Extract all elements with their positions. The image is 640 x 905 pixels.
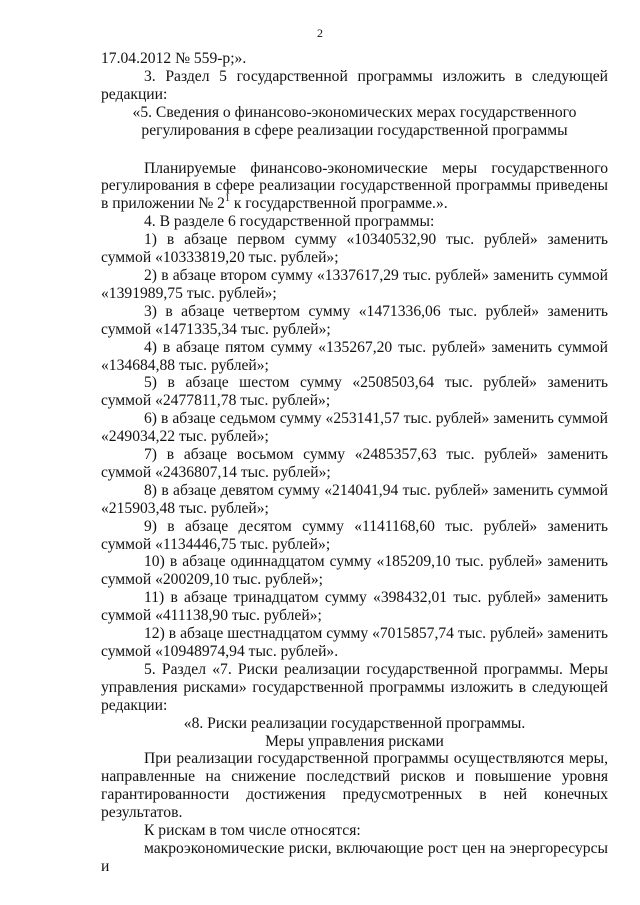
list-item: 2) в абзаце втором сумму «1337617,29 тыс. рублей» заменить суммой «1391989,75 тыс. рублей»; xyxy=(101,266,608,302)
paragraph-risks-include: К рискам в том числе относятся: xyxy=(144,822,361,840)
list-item: 7) в абзаце восьмом сумму «2485357,63 тыс. рублей» заменить суммой «2436807,14 тыс. рублей»; xyxy=(101,446,608,481)
document-body xyxy=(101,50,608,876)
paragraph-item-4: 4. В разделе 6 государственной программы: xyxy=(144,213,435,231)
paragraph-prev-ending: 17.04.2012 № 559-р;». xyxy=(101,50,247,67)
paragraph-item-3: 3. Раздел 5 государственной программы изложить в следующей редакции: xyxy=(101,67,608,103)
page-number: 2 xyxy=(317,26,323,40)
paragraph-planned-measures-text: Планируемые финансово-экономические меры государственного регулирования в сфере реализации государственной программы приведены в приложении № 2 xyxy=(101,159,608,213)
list-item: 5) в абзаце шестом сумму «2508503,64 тыс. рублей» заменить суммой «2477811,78 тыс. рублей»; xyxy=(101,374,608,410)
list-item: 1) в абзаце первом сумму «10340532,90 тыс. рублей» заменить суммой «10333819,20 тыс. рублей»; xyxy=(101,231,608,267)
section-5-heading-line-2: регулирования в сфере реализации государственной программы xyxy=(141,121,568,139)
list-item: 4) в абзаце пятом сумму «135267,20 тыс. рублей» заменить суммой «134684,88 тыс. рублей»; xyxy=(101,338,608,374)
paragraph-item-5: 5. Раздел «7. Риски реализации государственной программы. Меры управления рисками» государственной программы изложить в следующей редакции: xyxy=(101,660,608,714)
section-8-heading-line-2: Меры управления рисками xyxy=(265,732,444,750)
list-item: 3) в абзаце четвертом сумму «1471336,06 тыс. рублей» заменить суммой «1471335,34 тыс. рублей»; xyxy=(101,302,608,338)
section-8-heading-line-1: «8. Риски реализации государственной программы. xyxy=(183,714,526,732)
paragraph-macro-risks: макроэкономические риски, включающие рост цен на энергоресурсы и xyxy=(101,839,608,875)
list-item: 8) в абзаце девятом сумму «214041,94 тыс. рублей» заменить суммой «215903,48 тыс. рублей»; xyxy=(101,481,608,517)
list-item: 12) в абзаце шестнадцатом сумму «7015857,74 тыс. рублей» заменить суммой «10948974,94 тыс. рублей». xyxy=(101,625,608,660)
paragraph-planned-measures-tail: к государственной программе.». xyxy=(229,195,448,213)
paragraph-risk-measures: При реализации государственной программы осуществляются меры, направленные на снижение последствий рисков и повышение уровня гарантированности достижения предусмотренных в ней конечных результатов. xyxy=(101,750,608,822)
superscript: 1 xyxy=(224,193,230,205)
list-item: 11) в абзаце тринадцатом сумму «398432,01 тыс. рублей» заменить суммой «411138,90 тыс. рублей»; xyxy=(101,589,608,625)
paragraph-planned-measures xyxy=(101,160,608,214)
list-item: 10) в абзаце одиннадцатом сумму «185209,10 тыс. рублей» заменить суммой «200209,10 тыс. рублей»; xyxy=(101,553,608,589)
section-5-heading-line-1: «5. Сведения о финансово-экономических мерах государственного xyxy=(132,103,577,121)
list-item: 9) в абзаце десятом сумму «1141168,60 тыс. рублей» заменить суммой «1134446,75 тыс. рублей»; xyxy=(101,517,608,553)
list-item: 6) в абзаце седьмом сумму «253141,57 тыс. рублей» заменить суммой «249034,22 тыс. рублей»; xyxy=(101,410,608,446)
